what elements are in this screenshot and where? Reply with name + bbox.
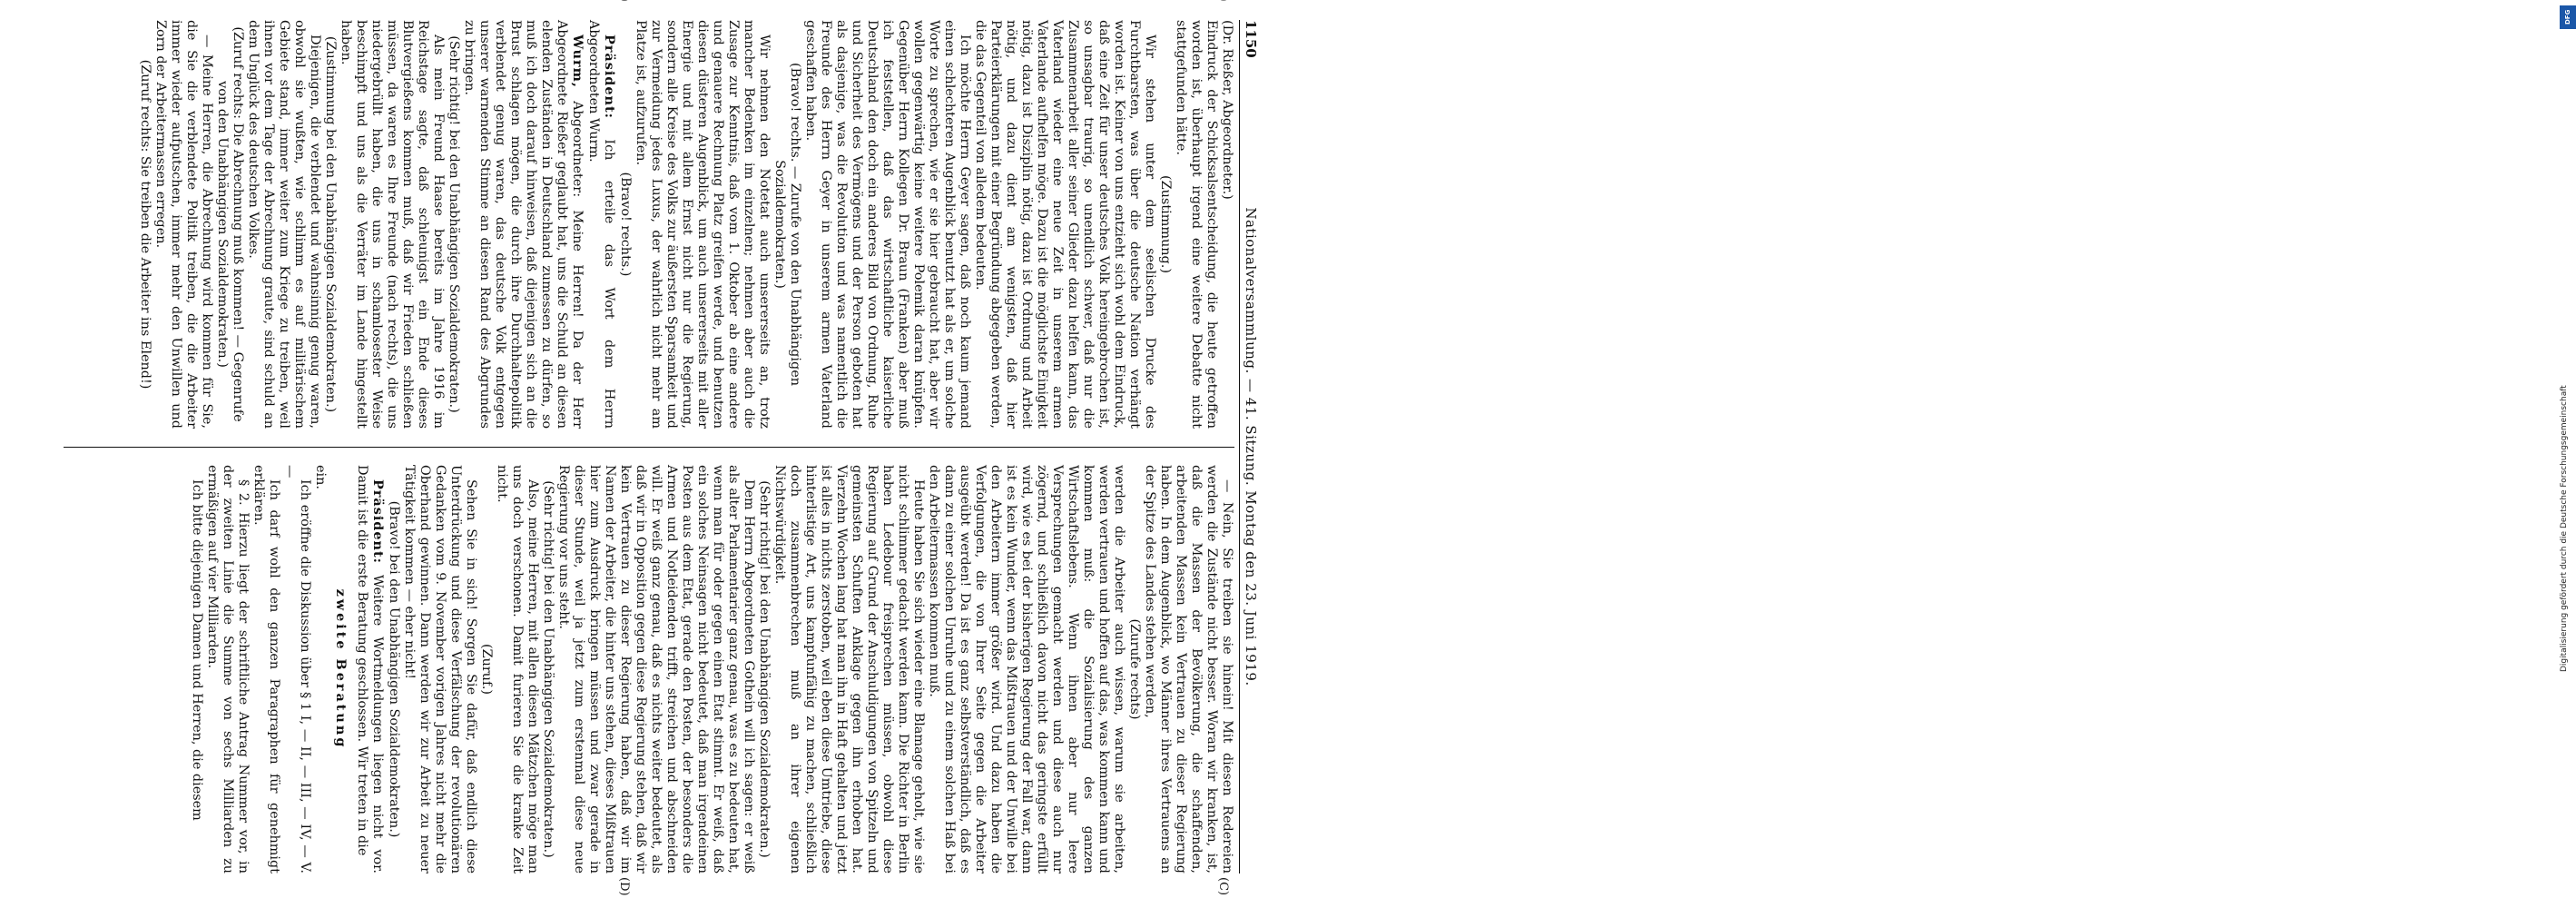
margin-marker-a [1215,0,1231,2]
interjection: (Sehr richtig! bei den Unabhängigen Sozialdemokraten.) [447,35,461,413]
paragraph: Wir stehen unter dem seelischen Drucke des Furchtbarsten, was über die deutsche Nation verhängt worden ist. Keiner von uns entzieht sich wohl dem Eindruck, daß eine Zeit für unser deutsches Volk hereingebrochen ist, so unsagbar traurig, so unendlich schwer, daß nur die Zusammenarbeit aller seiner Glieder dazu helfen kann, das Vaterland wieder eine neue Zeit in unserem armen Vaterlande aufhelfen möge. Dazu ist die möglichste Einigkeit nötig, dazu ist Disziplin nötig, dazu ist Ordnung und Arbeit nötig, und dazu dient am wenigsten, daß hier Parteierklärungen mit einer Begründung abgegeben werden, die das Gegenteil von alledem bedeuten. [973,20,1157,429]
rotated-document-page [51,20,1259,896]
margin-marker-d: (D) [617,877,631,896]
paragraph: werden die Arbeiter auch wissen, warum sie arbeiten, werden vertrauen und hoffen auf das, was kommen kann und kommen muß: die Sozialisierung des ganzen Wirtschaftslebens. Wenn ihnen aber nur leere Versprechungen gemacht werden und diese auch nur zögernd, und schließlich davon nicht das geringste erfüllt wird, wie es bei der bisherigen Regierung der Fall war, dann ist es kein Wunder, wenn das Mißtrauen und der Unwille bei den Arbeitern immer größer wird. Und dazu haben die Verfolgungen, die von Ihrer Seite gegen die Arbeiter ausgeübt werden! Da ist es ganz selbstverständlich, daß es dann zu einer solchen Unruhe und zu einem solchen Haß bei den Arbeitermassen kommen muß. [927,465,1126,873]
section-heading: zweite Beratung [333,588,349,750]
right-column [54,465,1234,873]
paragraph: ein. [313,465,328,489]
dfg-logo: DFG [2560,5,2576,29]
page-title: Nationalversammlung. — 41. Sitzung. Montag den 23. Juni 1919. [1243,207,1259,686]
interjection: (Sehr richtig! bei den Unabhängigen Sozialdemokraten.) [757,480,772,858]
interjection: (Zustimmung.) [1158,175,1173,273]
paragraph: — Meine Herren, die Abrechnung wird kommen für Sie, die Sie die verblendete Politik treiben, die die Arbeiter immer wieder aufputschen, immer mehr den Unwillen und Zorn der Arbeitermassen erregen. [153,20,214,429]
margin-marker-c: (C) [1216,877,1230,896]
page-number: 1150 [1243,20,1259,58]
speech-start [461,20,585,429]
interjection: (Bravo! rechts.) [618,172,633,277]
left-column [54,20,1234,429]
statement-text: Abgeordneter: Meine Herren! Da der Herr Abgeordnete Rießer geglaubt hat, uns die Schuld an diesen elenden Zuständen in Deutschland zumessen zu dürfen, so muß ich doch darauf hinweisen, daß diejenigen sich an die Brust schlagen mögen, die durch ihre Durchhaltepolitik verblendet genug waren, das deutsche Volk entgegen unserer warnenden Stimme an diesen Rand des Abgrundes zu bringen. [462,20,585,429]
statement-text: Ich erteile das Wort dem Herrn Abgeordneten Wurm. [586,20,616,429]
paragraph: Also, meine Herren, mit allen diesen Mätzchen möge man uns doch verschonen. Damit furieren Sie die kranke Zeit nicht. [495,465,540,873]
president-statement [585,20,617,429]
column-divider [64,447,1234,448]
paragraph: Eindruck der Schicksalsentscheidung, die heute getroffen worden ist, überhaupt irgend eine weitere Debatte nicht stattgefunden hätte. [1174,20,1219,429]
interjection: (Zuruf.) [479,643,494,696]
paragraph: Wir nehmen den Notetat auch unsererseits an, trotz mancher Bedenken im einzelnen; nehmen aber auch die Zusage zur Kenntnis, daß vom 1. Oktober ab eine andere und genauere Rechnung Platz greifen werde, und benutzen diesen düsteren Augenblick, um auch unsererseits mit aller Energie und mit allem Ernst nicht nur die Regierung, sondern alle Kreise des Volks zur äußersten Sparsamkeit und zur Vermeidung jedes Luxus, der wahrlich nicht mehr am Platze ist, aufzurufen. [634,20,772,429]
paragraph: Diejenigen, die verblendet und wahnsinnig genug waren, obwohl sie wußten, wie schlimm es auf militärischem Gebiete stand, immer weiter zum Kriege zu treiben, weil ihnen vor dem Tage der Abrechnung graute, sind schuld an dem Unglück des deutschen Volkes. [246,20,322,429]
page-header [1239,20,1258,873]
speaker-tag: (Dr. Rießer, Abgeordneter.) [1220,20,1234,200]
digitization-credit [1278,0,2571,908]
interjection: (Zuruf rechts: Sie treiben die Arbeiter ins Elend!) [138,59,152,390]
paragraph: Ich möchte Herrn Geyer sagen, daß noch kaum jemand einen schlechteren Augenblick benutzt hat als er, um solche Worte zu sprechen, wie er sie hier gebraucht hat, aber wir wollen gegenwärtig keine weitere Polemik daran knüpfen. Gegenüber Herrn Kollegen Dr. Braun (Franken) aber muß ich feststellen, daß das wirtschaftliche kaiserliche Deutschland den doch ein anderes Bild von Ordnung, Ruhe und Sicherheit des Vermögens und der Person geboten hat als dasjenige, was die Revolution und was namentlich die Freunde des Herrn Geyer in unserem armen Vaterland geschaffen haben. [803,20,972,429]
interjection: (Zuruf rechts: Die Abrechnung muß kommen! — Gegenrufe von den Unabhängigen Sozialdemokraten.) [215,26,245,422]
interjection: (Sehr richtig! bei den Unabhängigen Sozialdemokraten.) [541,480,556,858]
interjection: (Zustimmung bei den Unabhängigen Sozialdemokraten.) [323,35,338,413]
interjection: (Zurufe rechts) [1127,618,1142,720]
paragraph: — Nein, Sie treiben sie hinein! Mit diesen Redereien werden die Zustände nicht besser. Woran wir kranken, ist, daß die Massen der Bevölkerung, die schaffenden, arbeitenden Massen kein Vertrauen zu dieser Regierung haben. In dem Augenblick, wo Männer ihres Vertrauens an der Spitze des Landes stehen werden, [1143,465,1234,873]
president-label: Präsident: [602,35,617,119]
paragraph: § 2. Hierzu liegt der schriftliche Antrag Nummer vor, in der zweiten Linie die Summe von sechs Milliarden zu ermäßigen auf vier Milliarden. [205,465,251,873]
paragraph: Dem Herrn Abgeordneten Gothein will ich sagen: er weiß als alter Parlamentarier ganz genau, was es zu bedeuten hat, wenn man für oder gegen einen Etat stimmt. Er weiß, daß ein solches Neinsagen nicht bedeutet, daß man irgendeinen Posten aus dem Etat, gerade den Posten, der besonders die Armen und Notleidenden trifft, streichen und abschneiden will. Er weiß ganz genau, daß es nichts weiter bedeutet, als daß wir in Opposition gegen diese Regierung stehen, daß wir kein Vertrauen zu dieser Regierung haben, daß wir im Namen der Arbeiter, die hinter uns stehen, dieses Mißtrauen hier zum Ausdruck bringen müssen und zwar gerade in dieser Stunde, weil ja jetzt zum erstenmal diese neue Regierung vor uns steht. [556,465,756,873]
margin-marker-b [616,0,632,2]
credit-text: Digitalisierung gefördert durch die Deutsche Forschungsgemeinschaft [2560,385,2569,672]
statement-text: Weitere Wortmeldungen liegen nicht vor. Damit ist die erste Beratung geschlossen. Wir treten in die [355,465,385,873]
president-label: Präsident: [370,479,386,564]
paragraph: Ich bitte diejenigen Damen und Herren, die diesem [190,479,204,821]
president-statement [354,465,386,873]
paragraph: Als mein Freund Haase bereits im Jahre 1916 im Reichstage sagte, daß schleunigst ein Ende dieses Blutvergießens kommen muß, daß wir Frieden schließen müssen, da waren es Ihre Freunde (nach rechts), die uns niedergebrüllt haben, die uns in schamlosester Weise beschimpft und uns als die Verräter im Lande hingestellt haben. [339,20,446,429]
paragraph: Ich eröffne die Diskussion über § 1 I, — II, — III, — IV, — V. — [282,465,312,873]
paragraph: Sehen Sie in sich! Sorgen Sie dafür, daß endlich diese Unterdrückung und diese Verfälschung der revolutionären Gedanken vom 9. November vorigen Jahres nicht mehr die Oberhand gewinnen. Dann werden wir zur Arbeit zu neuer Tätigkeit kommen — eher nicht! [402,465,478,873]
interjection: (Bravo! bei den Unabhängigen Sozialdemokraten.) [387,500,401,838]
paragraph: Heute haben Sie sich wieder eine Blamage geholt, wie sie nicht schlimmer gedacht werden kann. Die Richter in Berlin haben Ledebour freisprechen müssen, obwohl diese Regierung auf Grund der Anschuldigungen von Spitzeln und gemeinsten Schuften Anklage gegen ihn erhoben hat. Vierzehn Wochen lang hat man ihn in Haft gehalten und jetzt ist alles in nichts zerstoben, weil eben diese Umtriebe, diese hinterlistige Art, uns kampfunfähig zu machen, schließlich doch zusammenbrechen muß an ihrer eigenen Nichtswürdigkeit. [772,465,926,873]
interjection: (Bravo! rechts. — Zurufe von den Unabhängigen Sozialdemokraten.) [772,63,802,386]
paragraph: Ich darf wohl den ganzen Paragraphen für genehmigt erklären. [251,465,281,873]
speaker-name: Wurm, [570,35,585,88]
